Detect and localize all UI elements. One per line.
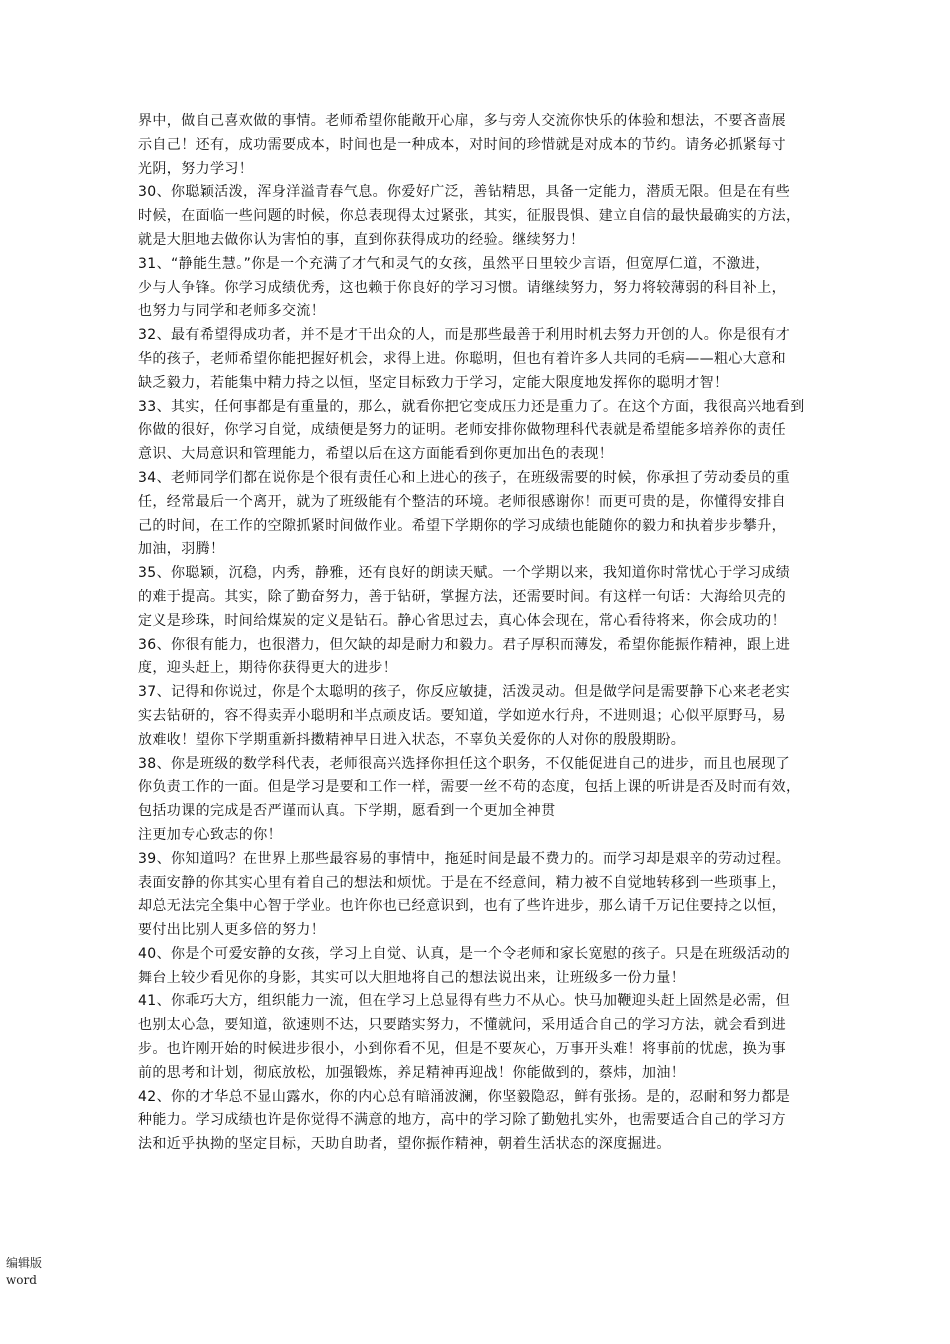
text-line: 界中，做自己喜欢做的事情。老师希望你能敞开心扉，多与旁人交流你快乐的体验和想法，不要吝啬展: [138, 113, 786, 129]
footer-line-edit: 编辑版: [6, 1256, 43, 1270]
text-line: 你负责工作的一面。但是学习是要和工作一样，需要一丝不苟的态度，包括上课的听讲是否及时而有效，: [138, 779, 801, 796]
text-line: 就是大胆地去做你认为害怕的事，直到你获得成功的经验。继续努力！: [138, 231, 585, 248]
text-line: 时候，在面临一些问题的时候，你总表现得太过紧张，其实，征服畏惧、建立自信的最快最确实的方法，: [138, 208, 801, 225]
text-line: 40、你是个可爱安静的女孩，学习上自觉、认真，是一个令老师和家长宽慰的孩子。只是在班级活动的: [138, 945, 791, 962]
text-line: 37、记得和你说过，你是个太聪明的孩子，你反应敏捷，活泼灵动。但是做学问是需要静下心来老老实: [138, 684, 791, 701]
text-line: 缺乏毅力，若能集中精力持之以恒，坚定目标致力于学习，定能大限度地发挥你的聪明才智！: [138, 374, 729, 391]
text-line: 31、“静能生慧。”你是一个充满了才气和灵气的女孩，虽然平日里较少言语，但宽厚仁道，不激进，: [138, 255, 770, 272]
text-line: 任，经常最后一个离开，就为了班级能有个整洁的环境。老师很感谢你！而更可贵的是，你懂得安排自: [138, 493, 786, 510]
text-line: 表面安静的你其实心里有着自己的想法和烦忧。于是在不经意间，精力被不自觉地转移到一些琐事上，: [138, 874, 786, 891]
text-line: 少与人争锋。你学习成绩优秀，这也赖于你良好的学习习惯。请继续努力，努力将较薄弱的科目补上，: [138, 279, 786, 296]
text-line: 种能力。学习成绩也许是你觉得不满意的地方，高中的学习除了勤勉扎实外，也需要适合自己的学习方: [138, 1112, 786, 1129]
footer-watermark: [6, 1255, 42, 1289]
text-line: 光阴，努力学习！: [138, 160, 254, 177]
text-line: 步。也许刚开始的时候进步很小，小到你看不见，但是不要灰心，万事开头难！将事前的忧虑，换为事: [138, 1041, 786, 1058]
text-line: 41、你乖巧大方，组织能力一流，但在学习上总显得有些力不从心。快马加鞭迎头赶上固然是必需，但: [138, 993, 791, 1010]
text-line: 度，迎头赶上，期待你获得更大的进步！: [138, 660, 398, 677]
text-line: 35、你聪颖，沉稳，内秀，静雅，还有良好的朗读天赋。一个学期以来，我知道你时常忧心于学习成绩: [138, 565, 791, 582]
text-line: 前的思考和计划，彻底放松，加强锻炼，养足精神再迎战！你能做到的，蔡炜，加油！: [138, 1064, 686, 1081]
text-line: 你做的很好，你学习自觉，成绩便是努力的证明。老师安排你做物理科代表就是希望能多培养你的责任: [138, 422, 786, 439]
text-line: 却总无法完全集中心智于学业。也许你也已经意识到，也有了些许进步，那么请千万记住要持之以恒，: [138, 898, 786, 915]
text-line: 要付出比别人更多倍的努力！: [138, 922, 326, 939]
text-line: 加油，羽腾！: [138, 541, 225, 558]
text-line: 34、老师同学们都在说你是个很有责任心和上进心的孩子，在班级需要的时候，你承担了劳动委员的重: [138, 469, 791, 486]
text-line: 32、最有希望得成功者，并不是才干出众的人，而是那些最善于利用时机去努力开创的人。你是很有才: [138, 327, 791, 344]
text-line: 33、其实，任何事都是有重量的，那么，就看你把它变成压力还是重力了。在这个方面，我很高兴地看到: [138, 398, 805, 415]
text-line: 的难于提高。其实，除了勤奋努力，善于钻研，掌握方法，还需要时间。有这样一句话：大海给贝壳的: [138, 588, 786, 605]
text-line: 实去钻研的，容不得卖弄小聪明和半点顽皮话。要知道，学如逆水行舟，不进则退；心似平原野马，易: [138, 707, 786, 724]
text-line: 38、你是班级的数学科代表，老师很高兴选择你担任这个职务，不仅能促进自己的进步，而且也展现了: [138, 755, 791, 772]
text-line: 42、你的才华总不显山露水，你的内心总有暗涌波澜，你坚毅隐忍，鲜有张扬。是的，忍耐和努力都是: [138, 1088, 791, 1105]
footer-line-word: word: [6, 1273, 37, 1287]
text-line: 39、你知道吗？在世界上那些最容易的事情中，拖延时间是最不费力的。而学习却是艰辛的劳动过程。: [138, 850, 791, 867]
text-line: 华的孩子，老师希望你能把握好机会，求得上进。你聪明，但也有着许多人共同的毛病——粗心大意和: [138, 350, 786, 367]
text-line: 也别太心急，要知道，欲速则不达，只要踏实努力，不懂就问，采用适合自己的学习方法，就会看到进: [138, 1017, 786, 1034]
text-line: 定义是珍珠，时间给煤炭的定义是钻石。静心省思过去，真心体会现在，常心看待将来，你会成功的！: [138, 612, 786, 629]
text-line: 法和近乎执拗的坚定目标，天助自助者，望你振作精神，朝着生活状态的深度掘进。: [138, 1136, 671, 1153]
text-line: 注更加专心致志的你！: [138, 826, 282, 843]
text-line: 示自己！还有，成功需要成本，时间也是一种成本，对时间的珍惜就是对成本的节约。请务必抓紧每寸: [138, 136, 786, 153]
text-line: 30、你聪颖活泼，浑身洋溢青春气息。你爱好广泛，善钻精思，具备一定能力，潜质无限。但是在有些: [138, 184, 791, 201]
text-line: 也努力与同学和老师多交流！: [138, 303, 326, 320]
text-line: 放难收！望你下学期重新抖擞精神早日进入状态，不辜负关爱你的人对你的殷殷期盼。: [138, 731, 686, 748]
text-line: 36、你很有能力，也很潜力，但欠缺的却是耐力和毅力。君子厚积而薄发，希望你能振作精神，跟上进: [138, 636, 791, 653]
text-line: 意识、大局意识和管理能力，希望以后在这方面能看到你更加出色的表现！: [138, 446, 614, 463]
document-body: [138, 110, 826, 1157]
text-line: 己的时间，在工作的空隙抓紧时间做作业。希望下学期你的学习成绩也能随你的毅力和执着步步攀升，: [138, 517, 786, 534]
text-line: 舞台上较少看见你的身影，其实可以大胆地将自己的想法说出来，让班级多一份力量！: [138, 969, 686, 986]
text-line: 包括功课的完成是否严谨而认真。下学期，愿看到一个更加全神贯: [138, 803, 556, 820]
